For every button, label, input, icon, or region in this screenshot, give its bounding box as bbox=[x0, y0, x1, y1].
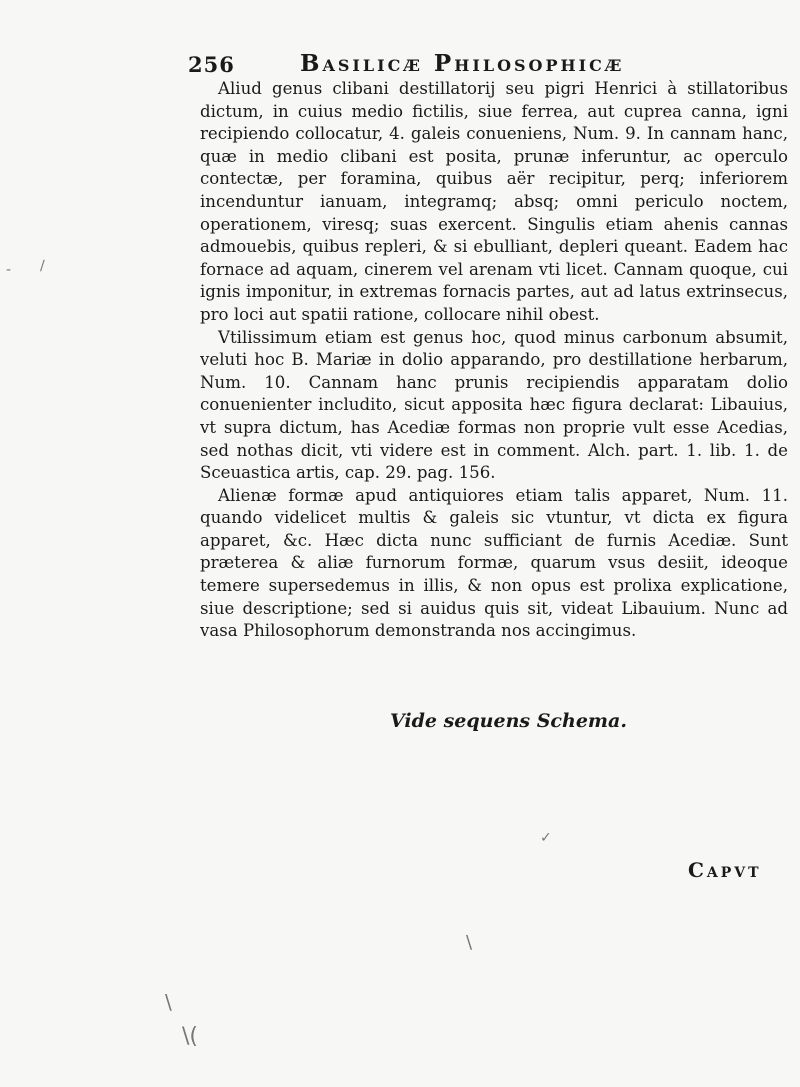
body-text bbox=[200, 78, 788, 643]
stray-mark-left-2: ∕ bbox=[40, 258, 45, 274]
stray-mark-right: \ bbox=[466, 932, 473, 953]
catchword: Capvt bbox=[688, 858, 762, 882]
paragraph-2: Vtilissimum etiam est genus hoc, quod minus carbonum absumit, veluti hoc B. Mariæ in dolio apparando, pro destillatione herbarum, Num. 10. Cannam hanc prunis recipiendis apparatam dolio conuenienter includito, sicut apposita hæc figura declarat: Libauius, vt supra dictum, has Acediæ formas non proprie vult esse Acedias, sed nothas dicit, vti videre est in comment. Alch. part. 1. lib. 1. de Sceuastica artis, cap. 29. pag. 156. bbox=[200, 327, 788, 483]
paragraph-3: Alienæ formæ apud antiquiores etiam talis apparet, Num. 11. quando videlicet multis & galeis sic vtuntur, vt dicta ex figura apparet, &c. Hæc dicta nunc sufficiant de furnis Acediæ. Sunt præterea & aliæ furnorum formæ, quarum vsus desiit, ideoque temere supersedemus in illis, & non opus est prolixa explicatione, siue descriptione; sed si auidus quis sit, videat Libauium. Nunc ad vasa Philosophorum demonstranda nos accingimus. bbox=[200, 485, 788, 641]
stray-mark-bottom-2: \( bbox=[182, 1024, 198, 1049]
closing-line: Vide sequens Schema. bbox=[390, 710, 627, 732]
stray-mark-center: ✓ bbox=[540, 830, 552, 846]
stray-mark-left: - bbox=[6, 262, 12, 278]
page-number: 256 bbox=[188, 52, 235, 77]
paragraph-1: Aliud genus clibani destillatorij seu pigri Henrici à stillatoribus dictum, in cuius medio fictilis, siue ferrea, aut cuprea canna, igni recipiendo collocatur, 4. galeis conueniens, Num. 9. In cannam hanc, quæ in medio clibani est posita, prunæ inferuntur, ac operculo contectæ, per foramina, quibus aër recipitur, perq; inferiorem incenduntur ianuam, integramq; absq; omni periculo noctem, operationem, viresq; suas exercent. Singulis etiam ahenis cannas admouebis, quibus repleri, & si ebulliant, depleri queant. Eadem hac fornace ad aquam, cinerem vel arenam vti licet. Cannam quoque, cui ignis imponitur, in extremas fornacis partes, aut ad latus extrinsecus, pro loci aut spatii ratione, collocare nihil obest. bbox=[200, 79, 788, 324]
stray-mark-bottom: \ bbox=[165, 990, 172, 1014]
running-head: Basilicæ Philosophicæ bbox=[300, 50, 625, 77]
